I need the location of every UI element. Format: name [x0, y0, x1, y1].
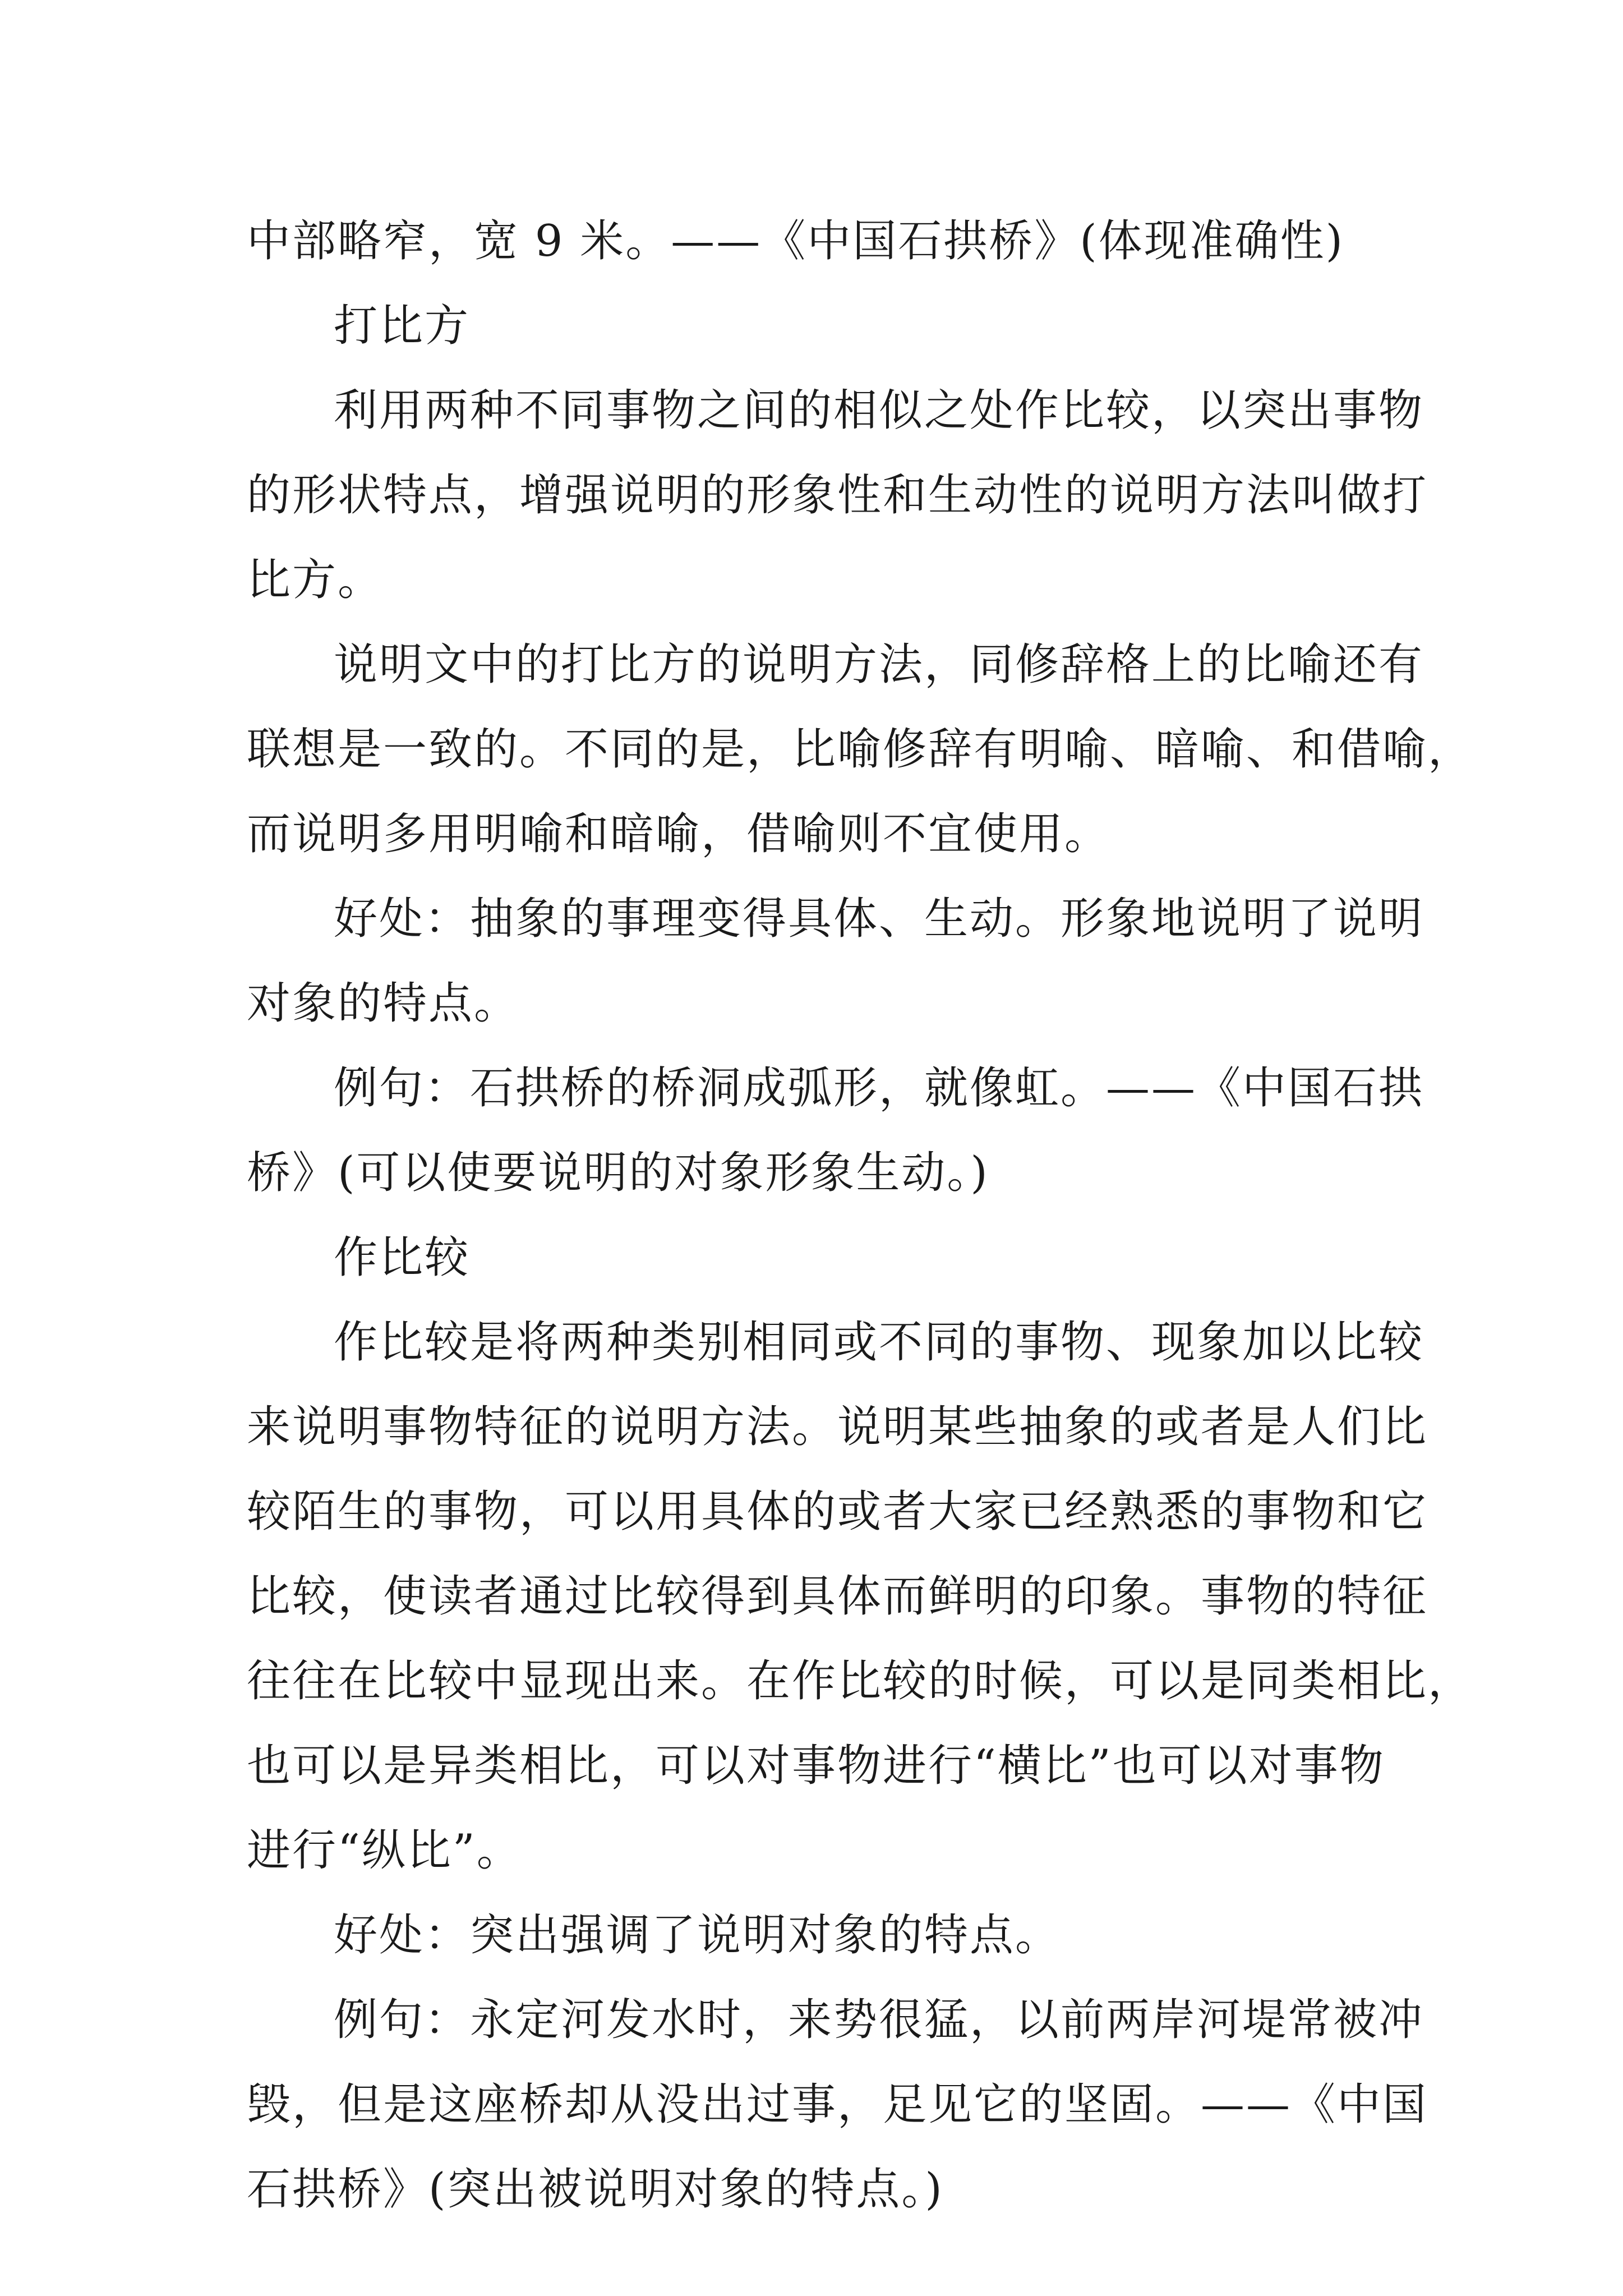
text-line: 往往在比较中显现出来。在作比较的时候，可以是同类相比， [247, 1656, 1474, 1706]
text-line: 好处：抽象的事理变得具体、生动。形象地说明了说明 [334, 894, 1424, 944]
text-line: 对象的特点。 [247, 978, 520, 1029]
text-line: 而说明多用明喻和暗喻，借喻则不宜使用。 [247, 809, 1110, 859]
text-line: 进行“纵比”。 [247, 1825, 522, 1876]
text-line: 的形状特点，增强说明的形象性和生动性的说明方法叫做打 [247, 470, 1428, 521]
text-line: 作比较 [334, 1232, 471, 1283]
text-line: 石拱桥》(突出被说明对象的特点。) [247, 2164, 944, 2215]
text-line: 作比较是将两种类别相同或不同的事物、现象加以比较 [334, 1317, 1424, 1368]
text-line: 好处：突出强调了说明对象的特点。 [334, 1910, 1061, 1961]
text-line: 比方。 [247, 555, 384, 605]
text-line: 说明文中的打比方的说明方法，同修辞格上的比喻还有 [334, 639, 1424, 690]
text-line: 桥》(可以使要说明的对象形象生动。) [247, 1148, 989, 1198]
text-line: 例句：石拱桥的桥洞成弧形，就像虹。——《中国石拱 [334, 1063, 1424, 1114]
text-line: 联想是一致的。不同的是，比喻修辞有明喻、暗喻、和借喻， [247, 724, 1474, 775]
document-body [247, 199, 1474, 2232]
text-line: 打比方 [334, 301, 471, 351]
text-line: 毁，但是这座桥却从没出过事，足见它的坚固。——《中国 [247, 2079, 1428, 2130]
text-line: 利用两种不同事物之间的相似之处作比较，以突出事物 [334, 385, 1424, 436]
text-line: 中部略窄，宽 9 米。——《中国石拱桥》(体现准确性) [247, 216, 1345, 266]
text-line: 来说明事物特征的说明方法。说明某些抽象的或者是人们比 [247, 1402, 1428, 1452]
text-line: 比较，使读者通过比较得到具体而鲜明的印象。事物的特征 [247, 1571, 1428, 1622]
text-line: 例句：永定河发水时，来势很猛，以前两岸河堤常被冲 [334, 1995, 1424, 2045]
text-line: 也可以是异类相比，可以对事物进行“横比”也可以对事物 [247, 1741, 1385, 1791]
text-line: 较陌生的事物，可以用具体的或者大家已经熟悉的事物和它 [247, 1487, 1428, 1537]
document-page [247, 199, 1474, 2232]
